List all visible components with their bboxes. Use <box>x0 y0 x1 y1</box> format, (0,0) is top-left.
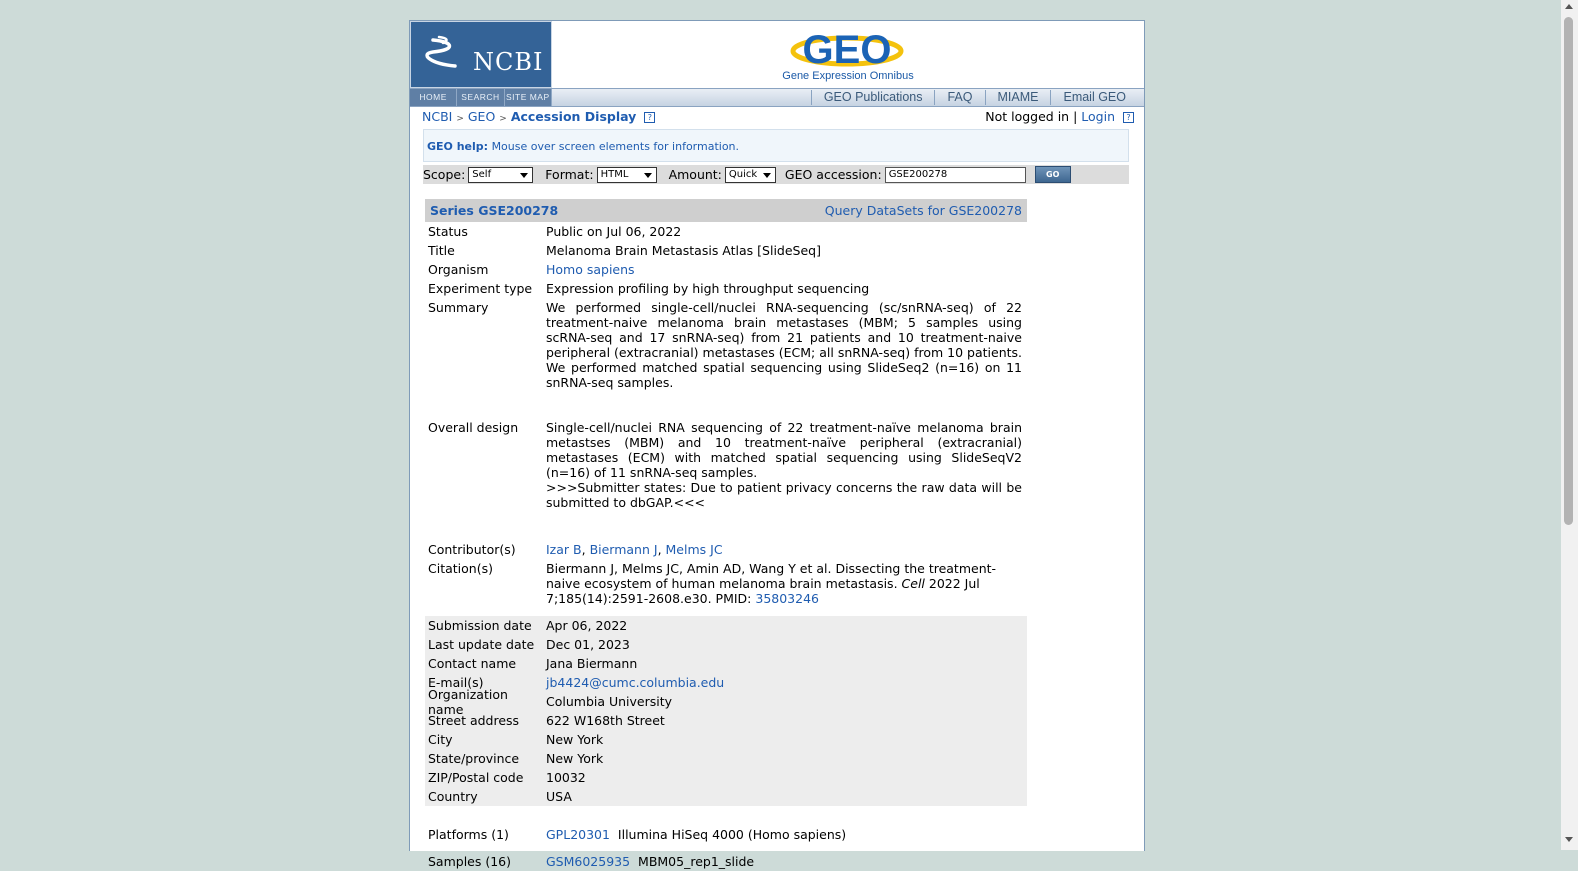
field-label: Country <box>428 789 478 804</box>
contributor-link[interactable]: Biermann J <box>589 542 658 557</box>
field-label: Samples (16) <box>428 854 512 869</box>
breadcrumb-geo[interactable]: GEO <box>467 109 496 124</box>
field-value: Dec 01, 2023 <box>546 637 630 652</box>
field-value: Jana Biermann <box>546 656 638 671</box>
field-label: Title <box>428 243 455 258</box>
citation-journal: Cell <box>901 576 925 591</box>
amount-label: Amount: <box>668 167 722 182</box>
nav-site-map[interactable]: SITE MAP <box>505 89 552 106</box>
nav-geo-publications[interactable]: GEO Publications <box>811 90 935 105</box>
nav-home[interactable]: HOME <box>410 89 457 106</box>
series-row-summary <box>425 298 1027 390</box>
field-label: Organization name <box>428 686 508 717</box>
series-row-overall-design <box>425 420 1027 510</box>
nav-email-geo[interactable]: Email GEO <box>1050 90 1138 105</box>
series-row-platforms <box>425 825 1027 844</box>
series-title: Series GSE200278 <box>430 203 559 218</box>
page-container <box>409 20 1145 869</box>
field-label: State/province <box>428 751 520 766</box>
geo-logo-icon <box>782 25 912 71</box>
series-row-organism <box>425 260 1027 279</box>
help-icon[interactable]: ? <box>644 112 655 123</box>
field-value: USA <box>546 789 572 804</box>
contact-row <box>425 686 1027 717</box>
contact-row <box>425 749 1027 768</box>
field-label: Platforms (1) <box>428 827 509 842</box>
breadcrumb-ncbi[interactable]: NCBI <box>422 109 453 124</box>
help-label: GEO help: <box>427 140 489 153</box>
ncbi-nav <box>410 89 552 106</box>
contact-row <box>425 730 1027 749</box>
query-datasets-link[interactable]: Query DataSets for GSE200278 <box>824 203 1022 218</box>
contact-row <box>425 768 1027 787</box>
ncbi-logo[interactable] <box>410 21 552 88</box>
design-text-note: >>>Submitter states: Due to patient privacy concerns the raw data will be submitted to dbGAP.<<< <box>546 480 1022 510</box>
nav-search[interactable]: SEARCH <box>457 89 504 106</box>
field-value: New York <box>546 751 604 766</box>
help-text: Mouse over screen elements for information. <box>491 140 740 153</box>
field-label: Contributor(s) <box>428 542 516 557</box>
login-sep: | <box>1073 109 1078 124</box>
series-header <box>425 199 1027 222</box>
summary-text: We performed single-cell/nuclei RNA-sequencing (sc/snRNA-seq) of 22 treatment-naive melanoma brain metastases (MBM; 5 samples using scRNA-seq and 17 snRNA-seq) from 21 patients and 10 treatment-naive peripheral (extracranial) metastases (ECM; all snRNA-seq) from 10 patients. We performed matched spatial sequencing using SlideSeq2 (n=16) on 11 snRNA-seq samples. <box>546 300 1022 390</box>
geo-nav <box>811 89 1138 106</box>
series-row-samples <box>425 852 1027 871</box>
breadcrumb-sep: > <box>456 114 464 124</box>
geo-logo[interactable] <box>552 21 1144 88</box>
login-status: Not logged in <box>985 109 1070 124</box>
field-value: Public on Jul 06, 2022 <box>546 224 682 239</box>
platform-link[interactable]: GPL20301 <box>546 827 610 842</box>
nav-faq[interactable]: FAQ <box>934 90 984 105</box>
series-table <box>425 199 1027 871</box>
contact-row <box>425 635 1027 654</box>
geo-logo-text: GEO <box>802 28 892 72</box>
field-label: E-mail(s) <box>428 675 484 690</box>
contact-row <box>425 654 1027 673</box>
citation-text <box>546 561 1024 606</box>
helix-icon <box>425 34 465 74</box>
ncbi-logo-text: NCBI <box>473 48 544 76</box>
platform-desc: Illumina HiSeq 4000 (Homo sapiens) <box>617 827 847 842</box>
field-label: Experiment type <box>428 281 533 296</box>
help-icon[interactable]: ? <box>1123 112 1134 123</box>
field-value: 10032 <box>546 770 586 785</box>
sample-desc: MBM05_rep1_slide <box>638 854 755 869</box>
email-link[interactable]: jb4424@cumc.columbia.edu <box>546 675 725 690</box>
scroll-up-arrow[interactable] <box>1565 4 1573 9</box>
contact-row <box>425 787 1027 806</box>
field-label: ZIP/Postal code <box>428 770 524 785</box>
contact-row <box>425 711 1027 730</box>
platform-entry <box>546 827 1024 842</box>
sample-link[interactable]: GSM6025935 <box>546 854 631 869</box>
pmid-link[interactable]: 35803246 <box>755 591 819 606</box>
field-value: Expression profiling by high throughput sequencing <box>546 281 870 296</box>
sample-entry <box>546 854 1024 869</box>
series-row-title <box>425 241 1027 260</box>
contributor-link[interactable]: Izar B <box>546 542 582 557</box>
citation-details: 2022 Jul 7;185(14):2591-2608.e30. PMID: <box>546 576 980 606</box>
field-label: Last update date <box>428 637 535 652</box>
top-navbar <box>410 88 1144 107</box>
scope-label: Scope: <box>423 167 466 182</box>
field-label: Status <box>428 224 468 239</box>
field-label: Street address <box>428 713 520 728</box>
breadcrumb-sep: > <box>499 114 507 124</box>
accession-label: GEO accession: <box>784 167 882 182</box>
field-label: Organism <box>428 262 489 277</box>
contributors: Izar B, Biermann J, Melms JC <box>546 542 723 557</box>
contact-row <box>425 616 1027 635</box>
field-value: Columbia University <box>546 694 673 709</box>
field-label: Submission date <box>428 618 532 633</box>
accession-search-bar <box>423 165 1129 184</box>
login-link[interactable]: Login <box>1081 109 1116 124</box>
field-value: Apr 06, 2022 <box>546 618 628 633</box>
format-select[interactable]: HTML <box>597 167 657 183</box>
scrollbar-thumb[interactable] <box>1564 17 1573 525</box>
field-value: Melanoma Brain Metastasis Atlas [SlideSeq] <box>546 243 821 258</box>
field-label: Contact name <box>428 656 517 671</box>
scrollbar[interactable] <box>1561 0 1578 850</box>
field-label: Summary <box>428 300 489 315</box>
contributor-link[interactable]: Melms JC <box>665 542 723 557</box>
scope-select[interactable]: Self <box>468 167 533 183</box>
field-value: 622 W168th Street <box>546 713 665 728</box>
breadcrumb-current: Accession Display <box>510 109 637 124</box>
login-area <box>985 109 1134 124</box>
geo-subtitle: Gene Expression Omnibus <box>782 70 914 82</box>
design-text <box>546 420 1024 510</box>
scroll-down-arrow[interactable] <box>1565 837 1573 842</box>
help-bar <box>423 129 1129 162</box>
series-row-experiment-type <box>425 279 1027 298</box>
field-label: Overall design <box>428 420 519 435</box>
field-value: New York <box>546 732 604 747</box>
amount-select[interactable]: Quick <box>725 167 776 183</box>
field-label: Citation(s) <box>428 561 493 576</box>
series-row-status <box>425 222 1027 241</box>
design-text-main: Single-cell/nuclei RNA sequencing of 22 treatment-naïve melanoma brain metastses (MBM) and 10 treatment-naïve peripheral (extracranial) metastases (ECM) with matched spatial sequencing using SlideSeqV2 (n=16) of 11 snRNA-seq samples. <box>546 420 1022 480</box>
breadcrumb <box>422 109 655 124</box>
contact-block <box>425 616 1027 806</box>
nav-miame[interactable]: MIAME <box>985 90 1051 105</box>
accession-input[interactable]: GSE200278 <box>885 167 1026 183</box>
series-row-contributors <box>425 540 1027 559</box>
go-button[interactable]: GO <box>1035 166 1071 183</box>
citation-authors-title: Biermann J, Melms JC, Amin AD, Wang Y et al. Dissecting the treatment-naive ecosystem of human melanoma brain metastasis. <box>546 561 997 591</box>
series-row-citation <box>425 559 1027 606</box>
organism-link[interactable]: Homo sapiens <box>546 262 635 277</box>
format-label: Format: <box>545 167 594 182</box>
field-label: City <box>428 732 453 747</box>
